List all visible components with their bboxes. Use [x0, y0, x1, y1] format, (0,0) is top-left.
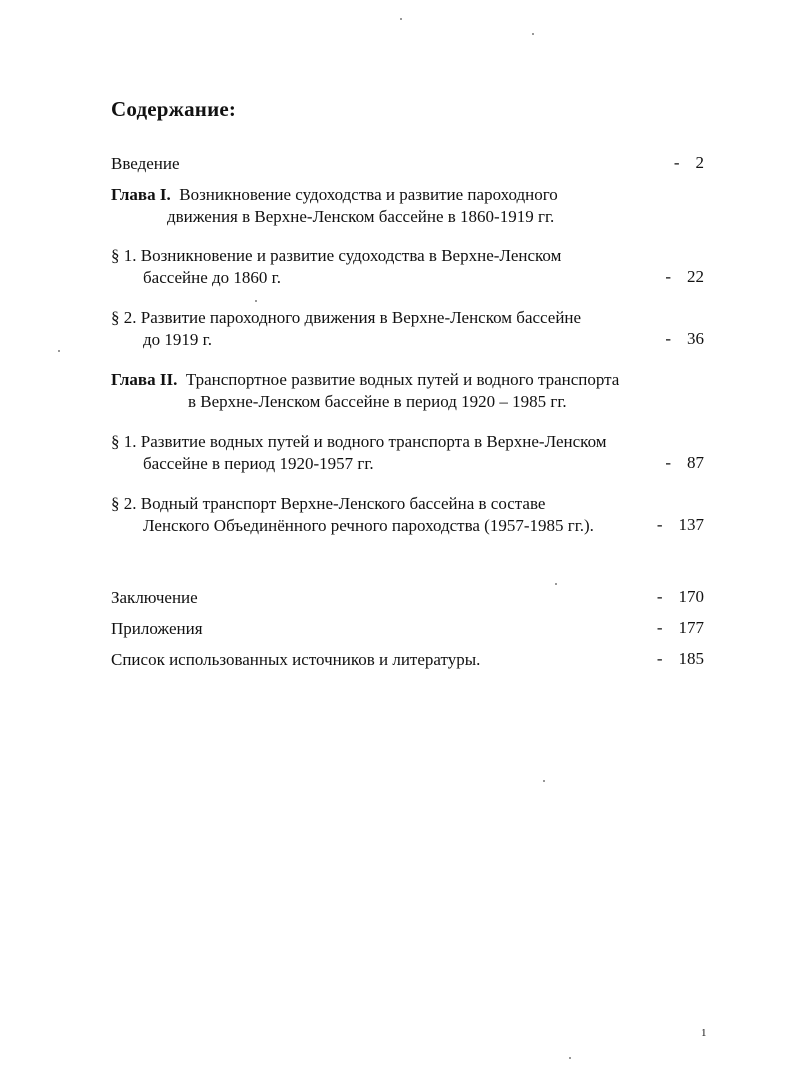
toc-entry-label: Заключение [111, 588, 198, 607]
toc-entry-label: Список использованных источников и литературы. [111, 650, 481, 669]
toc-page-number: 2 [695, 153, 704, 172]
toc-page-ch2-section-1 [665, 453, 704, 473]
section-title-line1: § 2. Развитие пароходного движения в Верхне-Ленском бассейне [111, 308, 582, 327]
scan-speck [255, 300, 257, 302]
page-number: 1 [701, 1027, 707, 1039]
scan-speck [532, 33, 534, 35]
toc-entry-ch2-section-1 [111, 431, 711, 475]
toc-page-number: 22 [687, 267, 704, 286]
toc-page-ch1-section-2 [665, 329, 704, 349]
toc-entry-intro [111, 153, 711, 175]
toc-dash: - [656, 649, 663, 668]
section-title-line2: Ленского Объединённого речного пароходства (1957-1985 гг.). [143, 516, 594, 535]
toc-entry-ch1-section-1 [111, 245, 711, 289]
section-title-line1: § 1. Возникновение и развитие судоходства в Верхне-Ленском [111, 246, 562, 265]
toc-dash: - [665, 267, 671, 286]
section-title-line2: до 1919 г. [143, 330, 212, 349]
chapter-title-line2: движения в Верхне-Ленском бассейне в 1860-1919 гг. [167, 207, 555, 226]
chapter-title-line1: Транспортное развитие водных путей и водного транспорта [185, 370, 620, 389]
toc-page-number: 170 [678, 587, 704, 606]
toc-entry-label: Приложения [111, 619, 203, 638]
toc-entry-ch1-section-2 [111, 307, 711, 351]
toc-dash: - [656, 618, 663, 637]
section-title-line1: § 1. Развитие водных путей и водного транспорта в Верхне-Ленском [111, 432, 607, 451]
toc-page-ch1-section-1 [665, 267, 704, 287]
toc-page-number: 87 [687, 453, 704, 472]
toc-page-intro [674, 153, 704, 173]
toc-entry-ch2-section-2 [111, 493, 711, 537]
toc-page-sources [657, 649, 704, 669]
toc-entry-chapter-2 [111, 369, 711, 413]
toc-dash: - [673, 153, 680, 172]
toc-dash: - [665, 453, 671, 472]
toc-dash: - [656, 515, 663, 534]
section-title-line1: § 2. Водный транспорт Верхне-Ленского бассейна в составе [111, 494, 546, 513]
toc-dash: - [656, 587, 663, 606]
section-title-line2: бассейне до 1860 г. [143, 268, 281, 287]
toc-page-number: 185 [678, 649, 704, 668]
scan-speck [569, 1057, 571, 1059]
toc-title: Содержание: [111, 97, 237, 121]
toc-dash: - [665, 329, 671, 348]
section-title-line2: бассейне в период 1920-1957 гг. [143, 454, 374, 473]
scan-speck [58, 350, 60, 352]
toc-entry-chapter-1 [111, 184, 711, 228]
toc-entry-label: Введение [111, 154, 180, 173]
toc-page-conclusion [657, 587, 704, 607]
toc-page-number: 137 [678, 515, 704, 534]
scan-speck [543, 780, 545, 782]
chapter-label: Глава II. [111, 370, 178, 389]
scan-speck [555, 583, 557, 585]
chapter-title-line2: в Верхне-Ленском бассейне в период 1920 – 1985 гг. [188, 392, 567, 411]
toc-entry-sources [111, 649, 711, 671]
chapter-label: Глава I. [111, 185, 171, 204]
toc-entry-conclusion [111, 587, 711, 609]
toc-page-number: 36 [687, 329, 704, 348]
toc-entry-appendix [111, 618, 711, 640]
toc-page-appendix [657, 618, 704, 638]
chapter-title-line1: Возникновение судоходства и развитие пароходного [179, 185, 558, 204]
scan-speck [400, 18, 402, 20]
toc-page-ch2-section-2 [657, 515, 704, 535]
toc-page-number: 177 [678, 618, 704, 637]
